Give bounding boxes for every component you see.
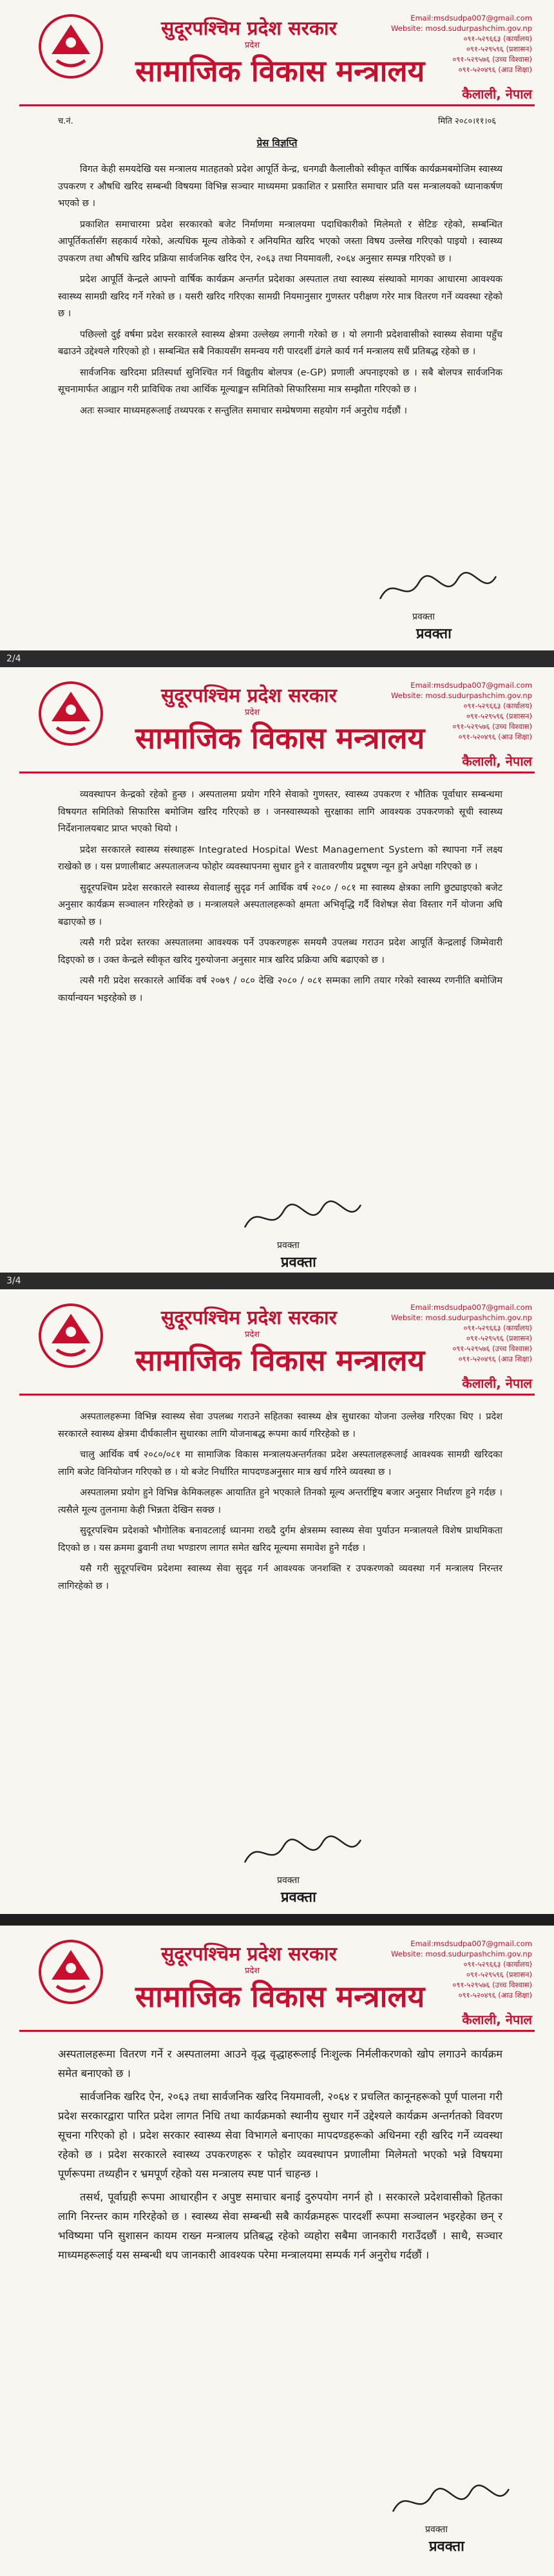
- signer-role: प्रवक्ता: [425, 2524, 448, 2535]
- paragraph: पछिल्लो दुई वर्षमा प्रदेश सरकारले स्वास्थ्य क्षेत्रमा उल्लेख्य लगानी गरेको छ । यो लगानी प्रदेशवासीको स्वास्थ्य सेवामा पहुँच बढाउने उद्देश्यले गरिएको हो । सम्बन्धित सबै निकायसँग समन्वय गरी पारदर्शी ढंगले कार्य गर्न मन्त्रालय सधैं प्रतिबद्ध रहेको छ ।: [58, 329, 502, 357]
- signer-title: प्रवक्ता: [429, 2539, 464, 2555]
- paragraph: प्रदेश आपूर्ति केन्द्रले आफ्नो वार्षिक कार्यक्रम अन्तर्गत प्रदेशका अस्पताल तथा स्वास्थ्य संस्थाको मागका आधारमा आवश्यक स्वास्थ्य सामग्री खरिद गर्ने गरेको छ । यसरी खरिद गरिएका सामग्री नियमानुसार गुणस्तर परीक्षण गरेर मात्र वितरण गर्ने व्यवस्था रहेको छ ।: [58, 274, 502, 319]
- page-indicator: [0, 1273, 554, 1289]
- signature-scribble-icon: [238, 1830, 367, 1875]
- paragraph: यसै गरी सुदूरपश्चिम प्रदेशमा स्वास्थ्य सेवा सुदृढ गर्न आवश्यक जनशक्ति र उपकरणको व्यवस्था गर्न मन्त्रालय निरन्तर लागिरहेको छ ।: [58, 1564, 502, 1591]
- office-location: कैलाली, नेपाल: [462, 753, 532, 769]
- office-location: कैलाली, नेपाल: [462, 1376, 532, 1391]
- contact-phone: ०९१-५२९५७६ (उच्च विश्वास): [452, 722, 532, 731]
- paragraph: प्रकाशित समाचारमा प्रदेश सरकारको बजेट निर्माणमा मन्त्रालयमा पदाधिकारीको मिलेमतो र सेटिङ रहेको, सम्बन्धित आपूर्तिकर्तासँग सहकार्य गरेको, अत्यधिक मूल्य तोकेको र अनियमित खरिद भएको जस्ता विषय उल्लेख गरिएको पाइयो । स्वास्थ्य उपकरण तथा औषधि खरिद प्रक्रिया सार्वजनिक खरिद ऐन, २०६३ तथा नियमावली, २०६४ अनुसार सम्पन्न गरिएको छ ।: [58, 219, 502, 264]
- contact-phone: ०९१-५२९५९६ (प्रशासन): [466, 1334, 532, 1343]
- signer-title: प्रवक्ता: [281, 1255, 316, 1271]
- letter-body: [58, 161, 502, 423]
- contact-phone: ०९१-५२०४९६ (आउ शिक्षा): [458, 1991, 532, 2000]
- signer-role: प्रवक्ता: [412, 612, 435, 622]
- letterhead: [0, 1926, 554, 2035]
- paragraph: सुदूरपश्चिम प्रदेशको भौगोलिक बनावटलाई ध्यानमा राख्दै दुर्गम क्षेत्रसम्म स्वास्थ्य सेवा पुर्याउन मन्त्रालयले विशेष प्राथमिकता दिएको छ । यस क्रममा ढुवानी तथा भण्डारण लागत समेत खरिद मूल्यमा समावेश हुने गर्दछ ।: [58, 1526, 502, 1553]
- government-name: सुदूरपश्चिम प्रदेश सरकार: [161, 1307, 337, 1329]
- ministry-name: सामाजिक विकास मन्त्रालय: [135, 1343, 425, 1378]
- contact-phone: ०९१-५२९६६३ (कार्यालय): [463, 701, 532, 710]
- letterhead: [0, 667, 554, 777]
- paragraph: प्रदेश सरकारले स्वास्थ्य संस्थाहरू Integrated Hospital West Management System को स्थापना गर्ने लक्ष्य राखेको छ । यस प्रणालीबाट अस्पतालजन्य फोहोर व्यवस्थापनमा सुधार हुने र वातावरणीय प्रदूषण न्यून हुने अपेक्षा गरिएको छ ।: [58, 844, 502, 872]
- document-page-1: [0, 0, 554, 650]
- document-page-3: [0, 1289, 554, 1914]
- paragraph: तसर्थ, पूर्वाग्रही रूपमा आधारहीन र अपुष्ट समाचार बनाई दुरुपयोग नगर्न हो । सरकारले प्रदेशवासीको हितका लागि निरन्तर काम गरिरहेको छ । स्वास्थ्य सेवा सम्बन्धी सबै कार्यक्रमहरू पारदर्शी रूपमा सञ्चालन भइरहेका छन् र भविष्यमा पनि सुशासन कायम राख्न मन्त्रालय प्रतिबद्ध रहेको व्यहोरा सबैमा जानकारी गराउँदछौं । साथै, सञ्चार माध्यमहरूलाई यस सम्बन्धी थप जानकारी आवश्यक परेमा मन्त्रालयमा सम्पर्क गर्न अनुरोध गर्दछौं ।: [58, 2191, 502, 2261]
- header-divider: [19, 1394, 535, 1396]
- signer-role: प्रवक्ता: [277, 1240, 300, 1251]
- paragraph: व्यवस्थापन केन्द्रको रहेको हुन्छ । अस्पतालमा प्रयोग गरिने सेवाको गुणस्तर, स्वास्थ्य उपकरण र भौतिक पूर्वाधार सम्बन्धमा विषयगत समितिको सिफारिस बमोजिम खरिद गरिएको छ । जनस्वास्थ्यको सुरक्षाका लागि आवश्यक उपकरणको सूची स्वास्थ्य निर्देशनालयबाट प्राप्त भएको थियो ।: [58, 790, 502, 834]
- paragraph: सार्वजनिक खरिदमा प्रतिस्पर्धा सुनिश्चित गर्न विद्युतीय बोलपत्र (e-GP) प्रणाली अपनाइएको छ । सबै बोलपत्र सार्वजनिक सूचनामार्फत आह्वान गरी प्राविधिक तथा आर्थिक मूल्याङ्कन समितिको सिफारिसमा मात्र सम्झौता गरिएको छ ।: [58, 367, 502, 395]
- paragraph: अस्पतालहरूमा वितरण गर्ने र अस्पतालमा आउने वृद्ध वृद्धाहरूलाई निःशुल्क निर्मलीकरणको खोप लगाउने कार्यक्रम समेत बनाएको छ ।: [58, 2048, 502, 2079]
- contact-email: Email:msdsudpa007@gmail.com: [410, 681, 532, 690]
- signature-scribble-icon: [238, 1195, 367, 1240]
- letter-date: मिति २०८०।११।०६: [438, 117, 496, 126]
- document-page-4: [0, 1926, 554, 2576]
- paragraph: विगत केही समयदेखि यस मन्त्रालय मातहतको प्रदेश आपूर्ति केन्द्र, धनगढी कैलालीको स्वीकृत वार्षिक कार्यक्रमबमोजिम स्वास्थ्य उपकरण र औषधि खरिद सम्बन्धी विषयमा विभिन्न सञ्चार माध्यममा प्रकाशित र प्रसारित समाचार प्रति यस मन्त्रालयको ध्यानाकर्षण भएको छ ।: [58, 164, 502, 209]
- contact-email: Email:msdsudpa007@gmail.com: [410, 1303, 532, 1312]
- press-release-title: प्रेस विज्ञप्ति: [256, 137, 298, 149]
- header-divider: [19, 772, 535, 773]
- government-emblem-icon: [32, 676, 110, 753]
- letterhead: [0, 0, 554, 109]
- letter-body: [58, 1408, 502, 1598]
- paragraph: सुदूरपश्चिम प्रदेश सरकारले स्वास्थ्य सेवालाई सुदृढ गर्न आर्थिक वर्ष २०८० / ०८१ मा स्वास्थ्य क्षेत्रका लागि छुट्याइएको बजेट अनुसार कार्यक्रम सञ्चालन गरिरहेको छ । मन्त्रालयले अस्पतालहरूको क्षमता अभिवृद्धि गर्दै विशेषज्ञ सेवा विस्तार गर्ने योजना अघि बढाएको छ ।: [58, 882, 502, 927]
- government-emblem-icon: [32, 1935, 110, 2012]
- header-divider: [19, 2030, 535, 2032]
- government-subline: प्रदेश: [245, 41, 260, 50]
- contact-phone: ०९१-५२९५९६ (प्रशासन): [466, 712, 532, 721]
- signature-block: [238, 1195, 367, 1271]
- contact-block: [377, 1938, 532, 2000]
- government-subline: प्रदेश: [245, 708, 260, 717]
- page-number-label: 2/4: [6, 654, 21, 664]
- contact-phone: ०९१-५२९५९६ (प्रशासन): [466, 1970, 532, 1979]
- reference-number: च.नं.: [58, 117, 73, 126]
- paragraph: अतः सञ्चार माध्यमहरूलाई तथ्यपरक र सन्तुलित समाचार सम्प्रेषणमा सहयोग गर्न अनुरोध गर्दछौं ।: [80, 405, 407, 416]
- office-location: कैलाली, नेपाल: [462, 2012, 532, 2027]
- letterhead: [0, 1289, 554, 1399]
- contact-website: Website: mosd.sudurpashchim.gov.np: [391, 24, 532, 33]
- letter-body: [58, 2045, 502, 2269]
- signature-block: [374, 567, 502, 642]
- contact-phone: ०९१-५२९६६३ (कार्यालय): [463, 1960, 532, 1969]
- paragraph: चालु आर्थिक वर्ष २०८०/०८१ मा सामाजिक विकास मन्त्रालयअन्तर्गतका प्रदेश अस्पतालहरूलाई आवश्यक सामग्री खरिदका लागि बजेट विनियोजन गरिएको छ । यो बजेट निर्धारित मापदण्डअनुसार मात्र खर्च गरिने व्यवस्था छ ।: [58, 1450, 502, 1477]
- header-divider: [19, 104, 535, 106]
- paragraph: त्यसै गरी प्रदेश सरकारले आर्थिक वर्ष २०७९ / ०८० देखि २०८० / ०८१ सम्मका लागि तयार गरेको स्वास्थ्य रणनीति बमोजिम कार्यान्वयन भइरहेको छ ।: [58, 976, 502, 1003]
- office-location: कैलाली, नेपाल: [462, 86, 532, 102]
- government-name: सुदूरपश्चिम प्रदेश सरकार: [161, 17, 337, 40]
- signer-title: प्रवक्ता: [281, 1889, 316, 1906]
- signer-title: प्रवक्ता: [416, 626, 452, 642]
- paragraph: अस्पतालहरूमा विभिन्न स्वास्थ्य सेवा उपलब्ध गराउने सहितका स्वास्थ्य क्षेत्र सुधारका योजना उल्लेख गरिएका थिए । प्रदेश सरकारले स्वास्थ्य क्षेत्रमा दीर्घकालीन सुधारका लागि योजनाबद्ध रूपमा कार्य गरिरहेको छ ।: [58, 1412, 502, 1439]
- paragraph: त्यसै गरी प्रदेश स्तरका अस्पतालमा आवश्यक पर्ने उपकरणहरू समयमै उपलब्ध गराउन प्रदेश आपूर्ति केन्द्रलाई जिम्मेवारी दिइएको छ । उक्त केन्द्रले स्वीकृत खरिद गुरुयोजना अनुसार मात्र खरिद प्रक्रिया अघि बढाएको छ ।: [58, 938, 502, 965]
- signer-role: प्रवक्ता: [277, 1875, 300, 1886]
- page-number-label: 3/4: [6, 1276, 21, 1286]
- contact-block: [377, 13, 532, 75]
- contact-phone: ०९१-५२९६६३ (कार्यालय): [463, 34, 532, 43]
- ministry-name: सामाजिक विकास मन्त्रालय: [135, 1979, 425, 2014]
- contact-phone: ०९१-५२९५७६ (उच्च विश्वास): [452, 1344, 532, 1353]
- contact-phone: ०९१-५२९५९६ (प्रशासन): [466, 44, 532, 53]
- document-page-2: [0, 667, 554, 1273]
- contact-phone: ०९१-५२०४९६ (आउ शिक्षा): [458, 732, 532, 741]
- contact-phone: ०९१-५२९६६३ (कार्यालय): [463, 1323, 532, 1332]
- signature-block: [387, 2479, 515, 2555]
- contact-website: Website: mosd.sudurpashchim.gov.np: [391, 1313, 532, 1322]
- contact-block: [377, 680, 532, 742]
- government-emblem-icon: [32, 9, 110, 86]
- contact-phone: ०९१-५२९५७६ (उच्च विश्वास): [452, 1980, 532, 1989]
- government-subline: प्रदेश: [245, 1330, 260, 1340]
- signature-scribble-icon: [387, 2479, 515, 2524]
- contact-phone: ०९१-५२०४९६ (आउ शिक्षा): [458, 65, 532, 74]
- contact-phone: ०९१-५२९५७६ (उच्च विश्वास): [452, 55, 532, 64]
- government-subline: प्रदेश: [245, 1966, 260, 1976]
- contact-email: Email:msdsudpa007@gmail.com: [410, 1939, 532, 1948]
- ministry-name: सामाजिक विकास मन्त्रालय: [135, 53, 425, 88]
- signature-block: [238, 1830, 367, 1906]
- letter-body: [58, 786, 502, 1010]
- contact-block: [377, 1302, 532, 1364]
- government-name: सुदूरपश्चिम प्रदेश सरकार: [161, 685, 337, 707]
- paragraph: अस्पतालमा प्रयोग हुने विभिन्न केमिकलहरू आयातित हुने भएकाले तिनको मूल्य अन्तर्राष्ट्रिय बजार अनुसार निर्धारण हुने गर्दछ । त्यसैले मूल्य तुलनामा केही भिन्नता देखिन सक्छ ।: [58, 1488, 502, 1515]
- government-emblem-icon: [32, 1298, 110, 1376]
- page-indicator: [0, 650, 554, 667]
- ministry-name: सामाजिक विकास मन्त्रालय: [135, 721, 425, 755]
- contact-email: Email:msdsudpa007@gmail.com: [410, 14, 532, 23]
- paragraph: सार्वजनिक खरिद ऐन, २०६३ तथा सार्वजनिक खरिद नियमावली, २०६४ र प्रचलित कानूनहरूको पूर्ण पालना गरी प्रदेश सरकारद्वारा पारित प्रदेश लागत निधि तथा कार्यक्रमको स्थानीय सुधार गर्ने उद्देश्यले कार्यक्रम अन्तर्गतको विवरण सूचना गरिएको हो । प्रदेश सरकार स्वास्थ्य सेवा विभागले बनाएका मापदण्डहरूको अधिनमा रही खरिद गर्ने व्यवस्था रहेको छ । प्रदेश सरकारले स्वास्थ्य उपकरणहरू र फोहोर व्यवस्थापन प्रणालीमा मिलेमतो भएको भन्ने विषयमा पूर्णरूपमा तथ्यहीन र भ्रमपूर्ण रहेको यस मन्त्रालय स्पष्ट पार्न चाहन्छ ।: [58, 2090, 502, 2180]
- contact-website: Website: mosd.sudurpashchim.gov.np: [391, 1949, 532, 1958]
- contact-website: Website: mosd.sudurpashchim.gov.np: [391, 691, 532, 700]
- government-name: सुदूरपश्चिम प्रदेश सरकार: [161, 1943, 337, 1965]
- signature-scribble-icon: [374, 567, 502, 612]
- contact-phone: ०९१-५२०४९६ (आउ शिक्षा): [458, 1354, 532, 1363]
